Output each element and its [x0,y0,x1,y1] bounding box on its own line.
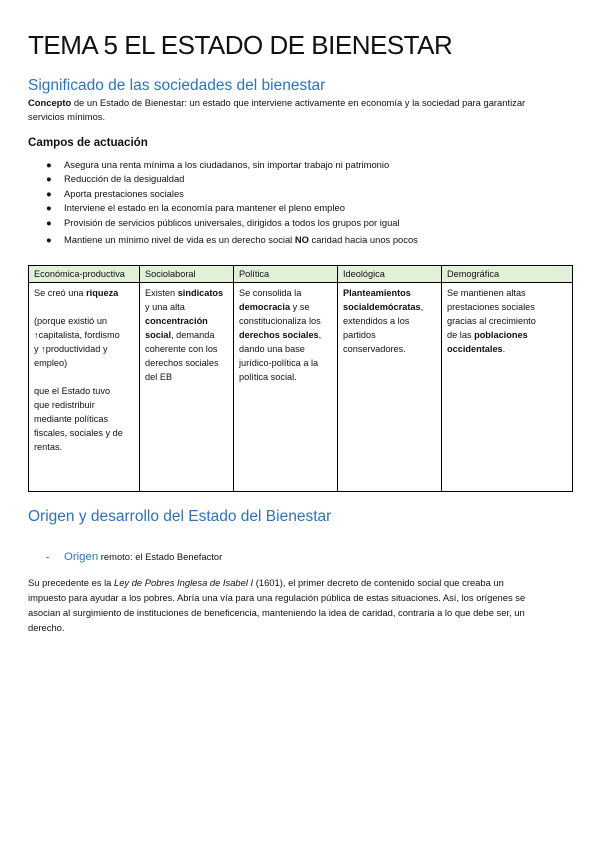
concepto-paragraph [28,96,525,124]
table-row [29,283,573,492]
table-header-politica: Política [234,266,338,283]
concepto-line-1: de un Estado de Bienestar: un estado que interviene activamente en economía y la sociedad para garantizar [71,97,526,108]
table-header-ideologica: Ideológica [338,266,442,283]
list-item: ● Interviene el estado en la economía para mantener el pleno empleo [46,202,345,214]
list-item: ● Asegura una renta mínima a los ciudadanos, sin importar trabajo ni patrimonio [46,159,390,170]
bullet-icon: ● [46,233,52,245]
section-heading-significado: Significado de las sociedades del bienestar [28,77,326,94]
concepto-bold: Concepto [28,97,72,108]
bullet-icon: ● [46,187,52,199]
origen-rest: remoto: el Estado Benefactor [98,551,223,562]
section-heading-origen: Origen y desarrollo del Estado del Bienestar [28,508,332,525]
page-title: TEMA 5 EL ESTADO DE BIENESTAR [28,30,453,60]
table-header-economica: Económica-productiva [29,266,140,283]
list-item: ● Mantiene un mínimo nivel de vida es un derecho social NO caridad hacia unos pocos [46,233,418,245]
table-header-sociolaboral: Sociolaboral [140,266,234,283]
table-cell-demografica: Se mantienen altas prestaciones sociales gracias al crecimiento de las poblaciones occidentales. [442,283,573,492]
table-header-demografica: Demográfica [442,266,573,283]
dash-bullet: - [46,551,50,562]
bullet-icon: ● [46,173,52,185]
origen-paragraph: Su precedente es la Ley de Pobres Inglesa de Isabel I (1601), el primer decreto de contenido social que creaba un impuesto para ayudar a los pobres. Abría una vía para una regulación pública de estas situaciones. Así, los orígenes se asocian al surgimiento de instituciones de beneficencia, manteniendo la idea de caridad, contraria a lo que debe ser, un derecho. [28,577,526,633]
origen-subheading [46,551,222,563]
table-cell-politica: Se consolida la democracia y se constitucionaliza los derechos sociales, dando una base jurídico-política a la política social. [234,283,338,492]
bullet-icon: ● [46,202,52,214]
table-cell-sociolaboral: Existen sindicatos y una alta concentración social, demanda coherente con los derechos sociales del EB [140,283,234,492]
list-item: ● Reducción de la desigualdad [46,173,185,185]
list-item: ● Provisión de servicios públicos universales, dirigidos a todos los grupos por igual [46,216,400,228]
bullet-icon: ● [46,159,52,170]
campos-list [44,158,418,247]
origen-word: Origen [64,551,99,563]
table-cell-economica: Se creó una riqueza (porque existió un ↑capitalista, fordismo y ↑productividad y empleo) que el Estado tuvo que redistribuir mediante políticas fiscales, sociales y de rentas. [29,283,140,492]
table-cell-ideologica: Planteamientos socialdemócratas, extendidos a los partidos conservadores. [338,283,442,492]
campos-table [28,265,573,492]
table-header-row [29,266,573,283]
concepto-line-2: servicios mínimos. [28,111,106,122]
campos-heading: Campos de actuación [28,136,148,149]
bullet-icon: ● [46,216,52,228]
list-item: ● Aporta prestaciones sociales [46,187,184,199]
